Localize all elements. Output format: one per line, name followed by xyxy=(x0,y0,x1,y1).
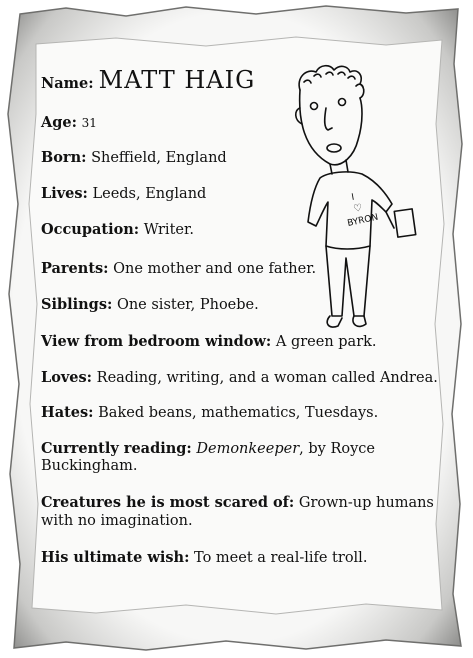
wish-field xyxy=(41,548,367,568)
reading-field-line2 xyxy=(41,457,138,476)
lives-value: Leeds, England xyxy=(92,186,207,202)
pants-outline xyxy=(326,246,370,316)
parents-field xyxy=(41,259,316,279)
age-value: 31 xyxy=(81,116,97,130)
occupation-label: Occupation: xyxy=(41,221,140,238)
shirt-text-byron: BYRON xyxy=(346,212,380,229)
born-label: Born: xyxy=(41,149,87,166)
view-value: A green park. xyxy=(275,334,377,350)
reading-rest-line2: Buckingham. xyxy=(41,458,138,474)
age-label: Age: xyxy=(41,114,77,131)
occupation-field xyxy=(41,220,194,240)
occupation-value: Writer. xyxy=(143,222,194,238)
loves-value: Reading, writing, and a woman called Andrea. xyxy=(96,370,438,386)
lives-label: Lives: xyxy=(41,185,88,202)
name-field xyxy=(41,66,255,94)
hates-field xyxy=(41,403,378,423)
age-field xyxy=(41,113,97,133)
hates-value: Baked beans, mathematics, Tuesdays. xyxy=(98,405,379,421)
reading-field xyxy=(41,439,375,459)
reading-label: Currently reading: xyxy=(41,440,192,457)
shirt-outline xyxy=(308,172,392,249)
siblings-value: One sister, Phoebe. xyxy=(116,297,259,313)
born-field xyxy=(41,148,227,168)
name-label: Name: xyxy=(41,75,94,92)
wish-value: To meet a real-life troll. xyxy=(194,550,368,566)
loves-field xyxy=(41,368,438,388)
reading-rest-line1: , by Royce xyxy=(299,441,375,457)
scared-label: Creatures he is most scared of: xyxy=(41,494,295,511)
scared-value-line1: Grown-up humans xyxy=(298,495,434,511)
scared-field-line2 xyxy=(41,512,193,531)
shirt-text-i: I xyxy=(350,192,356,203)
parents-value: One mother and one father. xyxy=(113,261,317,277)
hates-label: Hates: xyxy=(41,404,94,421)
book-doodle xyxy=(394,209,415,237)
siblings-label: Siblings: xyxy=(41,296,113,313)
scared-field xyxy=(41,493,434,513)
loves-label: Loves: xyxy=(41,369,93,386)
view-label: View from bedroom window: xyxy=(41,333,272,350)
name-value: MATT HAIG xyxy=(98,66,256,94)
wish-label: His ultimate wish: xyxy=(41,549,190,566)
self-portrait-doodle xyxy=(290,60,440,340)
hair-outline xyxy=(299,66,364,98)
face-outline xyxy=(300,90,362,165)
lives-field xyxy=(41,184,206,204)
siblings-field xyxy=(41,295,259,315)
born-value: Sheffield, England xyxy=(91,150,227,166)
parents-label: Parents: xyxy=(41,260,109,277)
reading-title: Demonkeeper xyxy=(196,441,300,457)
shirt-heart: ♡ xyxy=(352,202,364,215)
scared-value-line2: with no imagination. xyxy=(41,513,193,529)
